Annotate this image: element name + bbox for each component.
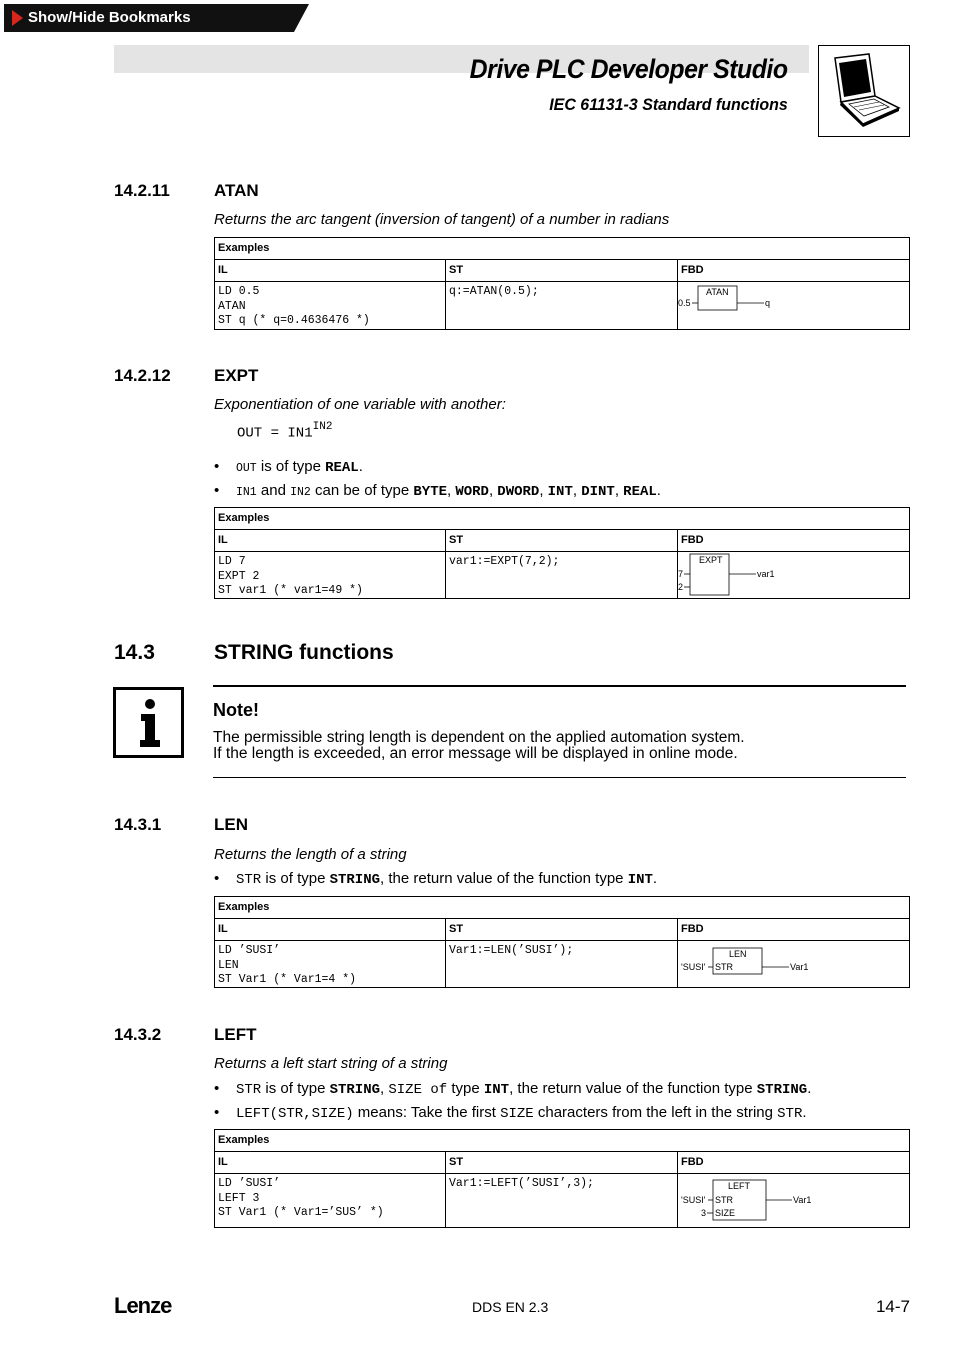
note-text-2: If the length is exceeded, an error message will be displayed in online mode. xyxy=(213,745,738,762)
section-desc-atan: Returns the arc tangent (inversion of tangent) of a number in radians xyxy=(214,211,670,228)
expt-formula: OUT = $IN1^{IN2}$ xyxy=(237,421,333,442)
section-number-expt: 14.2.12 xyxy=(114,366,171,385)
il-code: LD ’SUSI’ LEFT 3 ST Var1 (* Var1=’SUS’ *) xyxy=(215,1174,446,1227)
fbd-input-1: 7 xyxy=(678,569,684,579)
section-number-left: 14.3.2 xyxy=(114,1025,162,1044)
info-icon xyxy=(113,687,184,758)
fbd-pin-size: SIZE xyxy=(715,1208,736,1218)
fbd-input-2: 3 xyxy=(701,1208,707,1218)
col-fbd: FBD xyxy=(681,923,704,935)
col-il: IL xyxy=(215,530,446,551)
st-code: Var1:=LEN(’SUSI’); xyxy=(446,941,678,987)
laptop-icon xyxy=(818,45,910,137)
fbd-pin-str: STR xyxy=(715,1195,733,1205)
section-number-len: 14.3.1 xyxy=(114,815,162,834)
page-subtitle: IEC 61131-3 Standard functions xyxy=(549,95,788,114)
note-text-1: The permissible string length is dependent on the applied automation system. xyxy=(213,729,745,746)
section-title-string: STRING functions xyxy=(214,641,394,664)
note-divider-bottom xyxy=(213,777,906,778)
table-column-headers xyxy=(215,1152,909,1174)
examples-table-left xyxy=(214,1129,910,1228)
fbd-input-1: 'SUSI' xyxy=(681,1195,706,1205)
fbd-output: Var1 xyxy=(793,1195,812,1205)
section-number-string: 14.3 xyxy=(114,641,155,664)
col-st: ST xyxy=(446,530,678,551)
bookmark-label: Show/Hide Bookmarks xyxy=(28,9,191,26)
table-column-headers xyxy=(215,260,909,282)
table-column-headers xyxy=(215,530,909,552)
col-il: IL xyxy=(215,1152,446,1173)
section-title-atan: ATAN xyxy=(214,181,259,200)
examples-header: Examples xyxy=(215,897,909,919)
col-st: ST xyxy=(446,1152,678,1173)
examples-table-len xyxy=(214,896,910,988)
table-row xyxy=(215,941,909,987)
col-st: ST xyxy=(446,919,678,940)
fbd-output: var1 xyxy=(757,569,775,579)
fbd-diagram xyxy=(678,552,909,598)
il-code: LD 7 EXPT 2 ST var1 (* var1=49 *) xyxy=(215,552,446,598)
fbd-block-label: EXPT xyxy=(699,555,723,565)
examples-header: Examples xyxy=(215,508,909,530)
section-desc-left: Returns a left start string of a string xyxy=(214,1055,448,1072)
table-row xyxy=(215,282,909,329)
fbd-output: Var1 xyxy=(790,962,809,972)
fbd-pin-str: STR xyxy=(715,962,733,972)
fbd-input: 0.5 xyxy=(678,298,691,308)
st-code: var1:=EXPT(7,2); xyxy=(446,552,678,598)
col-st: ST xyxy=(446,260,678,281)
fbd-input: 'SUSI' xyxy=(681,962,706,972)
section-title-len: LEN xyxy=(214,815,248,834)
examples-header: Examples xyxy=(215,238,909,260)
page-title: Drive PLC Developer Studio xyxy=(470,54,788,84)
page-number: 14-7 xyxy=(875,1297,910,1316)
examples-table-atan xyxy=(214,237,910,330)
examples-table-expt xyxy=(214,507,910,599)
note-title: Note! xyxy=(213,700,259,720)
examples-header: Examples xyxy=(215,1130,909,1152)
section-title-expt: EXPT xyxy=(214,366,259,385)
fbd-diagram xyxy=(678,941,909,987)
col-il: IL xyxy=(215,260,446,281)
col-fbd: FBD xyxy=(681,264,704,276)
lenze-logo: Lenze xyxy=(114,1293,172,1318)
st-code: q:=ATAN(0.5); xyxy=(446,282,678,329)
table-row xyxy=(215,552,909,598)
st-code: Var1:=LEFT(’SUSI’,3); xyxy=(446,1174,678,1227)
fbd-block-label: LEFT xyxy=(728,1181,751,1191)
il-code: LD ’SUSI’ LEN ST Var1 (* Var1=4 *) xyxy=(215,941,446,987)
il-code: LD 0.5 ATAN ST q (* q=0.4636476 *) xyxy=(215,282,446,329)
fbd-output: q xyxy=(765,298,771,308)
col-il: IL xyxy=(215,919,446,940)
col-fbd: FBD xyxy=(681,1156,704,1168)
section-desc-len: Returns the length of a string xyxy=(214,846,407,863)
section-desc-expt: Exponentiation of one variable with another: xyxy=(214,396,506,413)
table-column-headers xyxy=(215,919,909,941)
section-number-atan: 14.2.11 xyxy=(114,181,170,200)
footer-doc-id: DDS EN 2.3 xyxy=(472,1299,549,1315)
fbd-block-label: ATAN xyxy=(706,287,729,297)
section-title-left: LEFT xyxy=(214,1025,257,1044)
fbd-diagram xyxy=(678,282,909,329)
col-fbd: FBD xyxy=(681,534,704,546)
fbd-diagram xyxy=(678,1174,909,1227)
fbd-block-label: LEN xyxy=(729,949,747,959)
table-row xyxy=(215,1174,909,1227)
note-divider-top xyxy=(213,685,906,687)
fbd-input-2: 2 xyxy=(678,582,684,592)
